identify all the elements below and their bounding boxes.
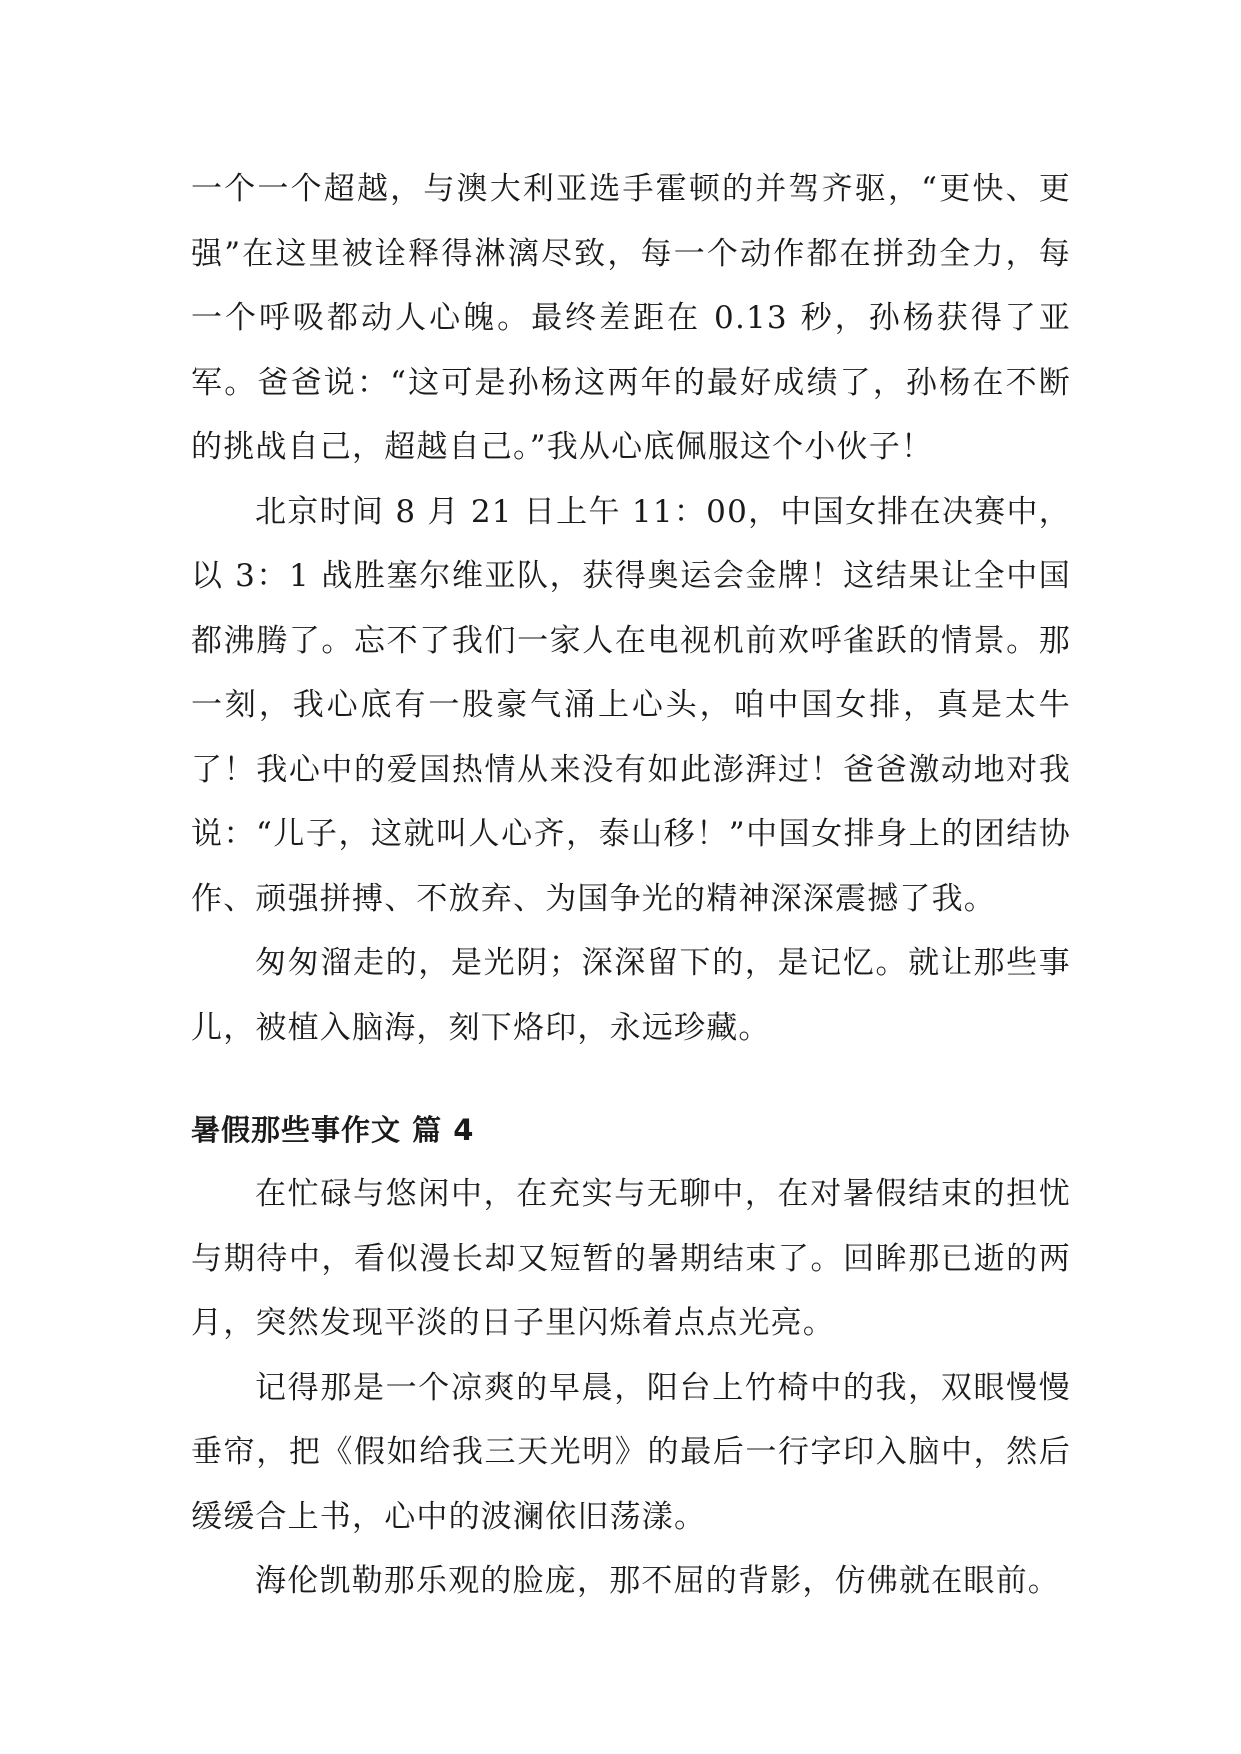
paragraph-reading-morning: 记得那是一个凉爽的早晨，阳台上竹椅中的我，双眼慢慢垂帘，把《假如给我三天光明》的最后一行字印入脑中，然后缓缓合上书，心中的波澜依旧荡漾。 xyxy=(191,1369,1071,1535)
paragraph-summer-intro: 在忙碌与悠闲中，在充实与无聊中，在对暑假结束的担忧与期待中，看似漫长却又短暂的暑期结束了。回眸那已逝的两月，突然发现平淡的日子里闪烁着点点光亮。 xyxy=(191,1176,1071,1341)
paragraph-helen-keller: 海伦凯勒那乐观的脸庞，那不屈的背影，仿佛就在眼前。 xyxy=(255,1563,1060,1599)
paragraph-memory-conclusion: 匆匆溜走的，是光阴；深深留下的，是记忆。就让那些事儿，被植入脑海，刻下烙印，永远珍藏。 xyxy=(191,945,1071,1046)
paragraph-volleyball: 北京时间 8 月 21 日上午 11：00，中国女排在决赛中，以 3：1 战胜塞尔维亚队，获得奥运会金牌！这结果让全中国都沸腾了。忘不了我们一家人在电视机前欢呼雀跃的情景。那一刻，我心底有一股豪气涌上心头，咱中国女排，真是太牛了！我心中的爱国热情从来没有如此澎湃过！爸爸激动地对我说：“儿子，这就叫人心齐，泰山移！”中国女排身上的团结协作、顽强拼搏、不放弃、为国争光的精神深深震撼了我。 xyxy=(191,493,1071,917)
section-heading: 暑假那些事作文 篇 4 xyxy=(191,1113,475,1147)
paragraph-swimming-continued: 一个一个超越，与澳大利亚选手霍顿的并驾齐驱，“更快、更强”在这里被诠释得淋漓尽致，每一个动作都在拼劲全力，每一个呼吸都动人心魄。最终差距在 0.13 秒，孙杨获得了亚军。爸爸说：“这可是孙杨这两年的最好成绩了，孙杨在不断的挑战自己，超越自己。”我从心底佩服这个小伙子！ xyxy=(191,171,1071,465)
document-body xyxy=(191,157,1071,1614)
